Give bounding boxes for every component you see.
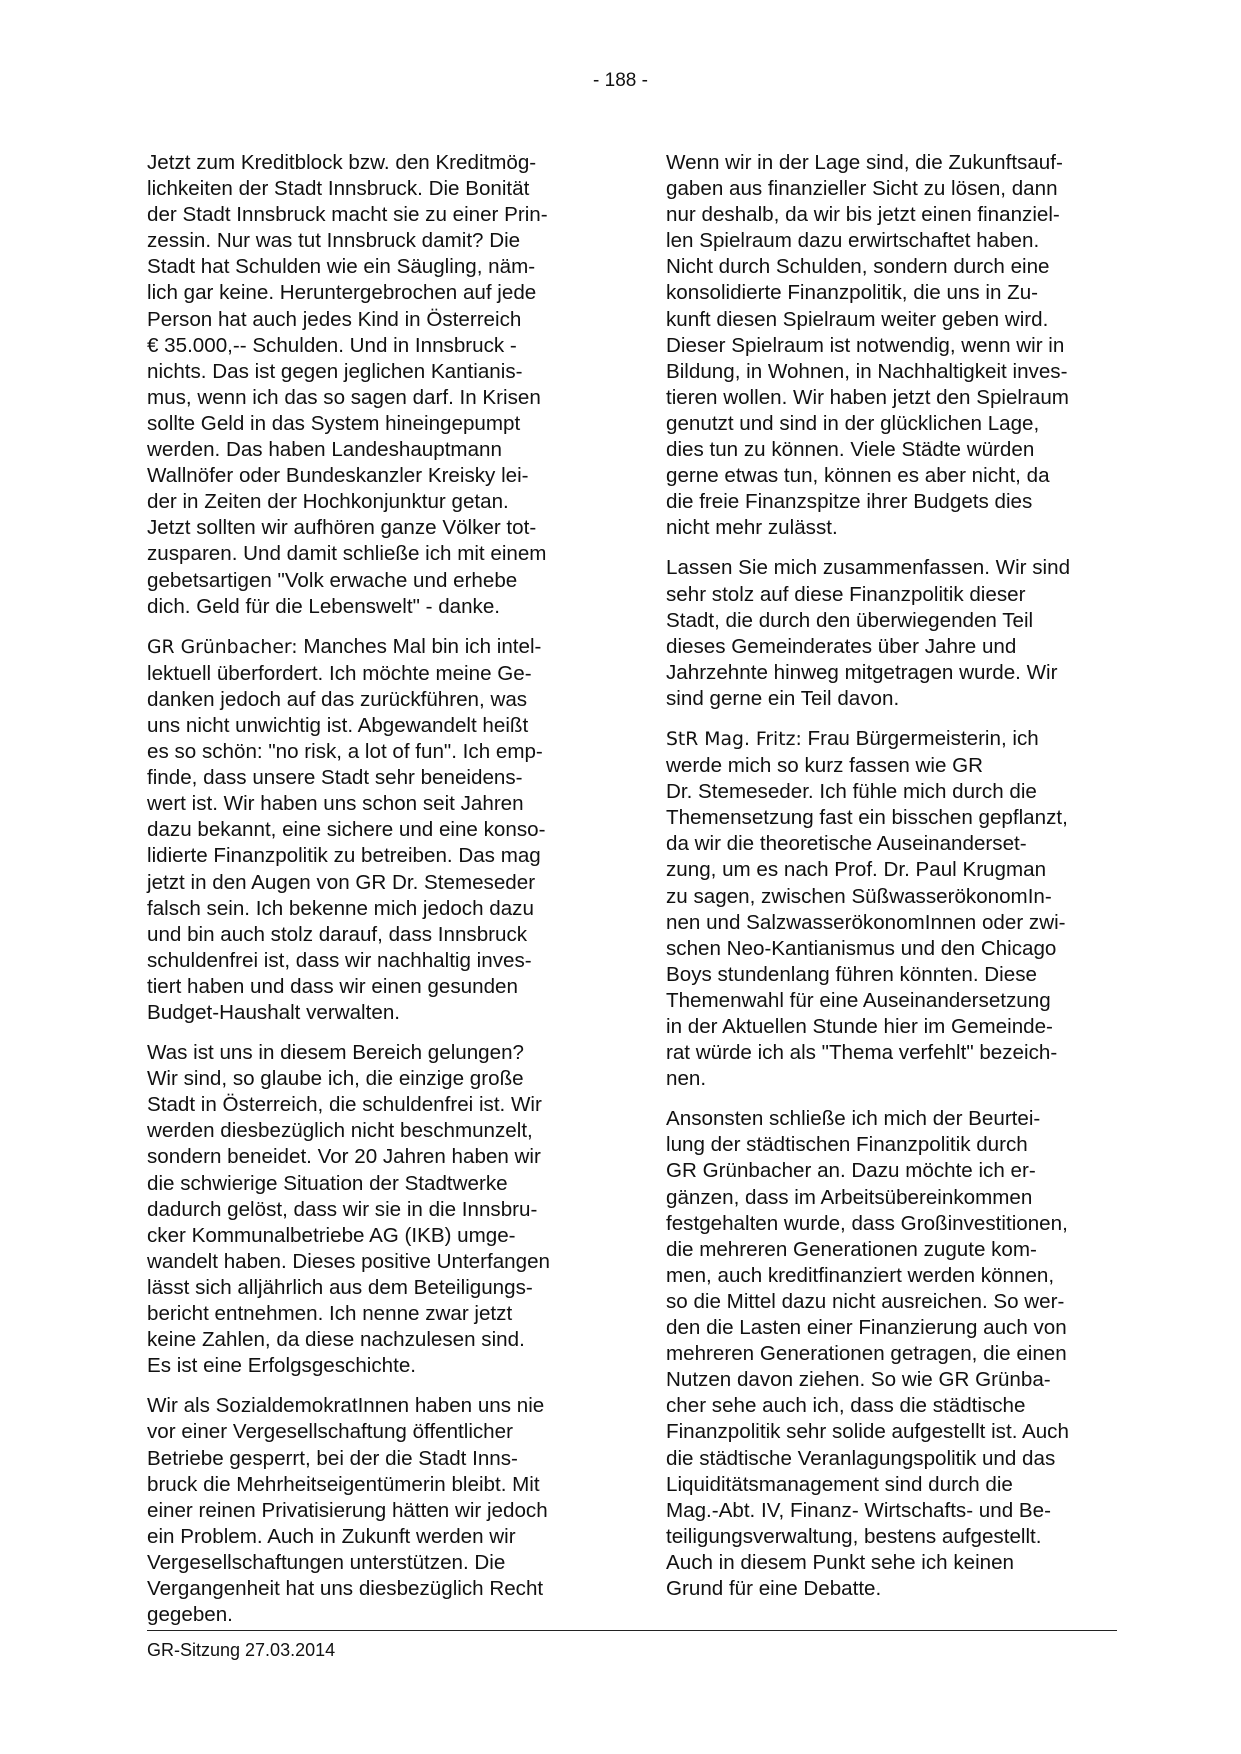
text-line: in der Aktuellen Stunde hier im Gemeinde- (666, 1015, 1053, 1038)
text-line: sollte Geld in das System hineingepumpt (147, 411, 521, 435)
text-line: Stadt in Österreich, die schuldenfrei ist. Wir (147, 1093, 542, 1117)
text-line: den die Lasten einer Finanzierung auch von (666, 1316, 1067, 1340)
text-line: festgehalten wurde, dass Großinvestitionen, (666, 1211, 1068, 1235)
text-line: lung der städtischen Finanzpolitik durch (666, 1133, 1028, 1157)
text-line: Vergesellschaftungen unterstützen. Die (147, 1550, 506, 1574)
text-line: Nicht durch Schulden, sondern durch eine (666, 255, 1050, 279)
text-line: der Stadt Innsbruck macht sie zu einer Prin- (147, 203, 548, 227)
text-line: gebetsartigen "Volk erwache und erhebe (147, 568, 518, 592)
text-line: lidierte Finanzpolitik zu betreiben. Das mag (147, 844, 541, 868)
text-line: jetzt in den Augen von GR Dr. Stemeseder (147, 870, 536, 894)
paragraph (147, 1393, 597, 1628)
text-line: Wallnöfer oder Bundeskanzler Kreisky lei- (147, 464, 529, 488)
text-line: ein Problem. Auch in Zukunft werden wir (147, 1524, 516, 1548)
text-line: keine Zahlen, da diese nachzulesen sind. (147, 1328, 525, 1352)
text-line: Themenwahl für eine Auseinandersetzung (666, 988, 1051, 1012)
text-line: Es ist eine Erfolgsgeschichte. (147, 1354, 416, 1378)
text-line: finde, dass unsere Stadt sehr beneidens- (147, 766, 523, 790)
text-line: cker Kommunalbetriebe AG (IKB) umge- (147, 1223, 516, 1247)
text-line: teiligungsverwaltung, bestens aufgestellt. (666, 1524, 1042, 1548)
text-line: zessin. Nur was tut Innsbruck damit? Die (147, 229, 521, 253)
text-line: nur deshalb, da wir bis jetzt einen finanziel- (666, 203, 1060, 227)
paragraph (147, 1040, 597, 1379)
text-line: Was ist uns in diesem Bereich gelungen? (147, 1041, 524, 1065)
text-line: sind gerne ein Teil davon. (666, 686, 900, 710)
text-line: werden. Das haben Landeshauptmann (147, 438, 502, 462)
paragraph (666, 726, 1116, 1092)
text-line: lich gar keine. Heruntergebrochen auf jede (147, 281, 537, 305)
text-line: mus, wenn ich das so sagen darf. In Krisen (147, 385, 541, 409)
text-line: Person hat auch jedes Kind in Österreich (147, 307, 522, 331)
text-line: nen. (666, 1067, 707, 1091)
text-line: Jetzt sollten wir aufhören ganze Völker tot- (147, 516, 537, 540)
footer-session-date: GR-Sitzung 27.03.2014 (147, 1640, 336, 1660)
text-line-rest: Manches Mal bin ich intel- (297, 634, 542, 658)
text-line: vor einer Vergesellschaftung öffentlicher (147, 1420, 513, 1444)
text-line: die mehreren Generationen zugute kom- (666, 1237, 1037, 1261)
text-line: gänzen, dass im Arbeitsübereinkommen (666, 1185, 1033, 1209)
text-line: es so schön: "no risk, a lot of fun". Ich emp- (147, 740, 543, 764)
text-line: gerne etwas tun, können es aber nicht, da (666, 464, 1050, 488)
text-line: konsolidierte Finanzpolitik, die uns in Zu- (666, 281, 1039, 305)
text-line: die schwierige Situation der Stadtwerke (147, 1171, 508, 1195)
text-line: Dieser Spielraum ist notwendig, wenn wir in (666, 333, 1065, 357)
text-line: Wir als SozialdemokratInnen haben uns nie (147, 1394, 545, 1418)
text-line: men, auch kreditfinanziert werden können, (666, 1263, 1055, 1287)
text-line: Boys stundenlang führen könnten. Diese (666, 962, 1037, 986)
text-line: Jetzt zum Kreditblock bzw. den Kreditmög- (147, 151, 537, 174)
text-line: bericht entnehmen. Ich nenne zwar jetzt (147, 1302, 513, 1326)
text-line (666, 726, 1116, 753)
speaker-name: StR Mag. Fritz: (666, 728, 802, 750)
text-line: die städtische Veranlagungspolitik und das (666, 1446, 1056, 1470)
text-line: da wir die theoretische Auseinanderset- (666, 832, 1027, 856)
text-line: GR Grünbacher an. Dazu möchte ich er- (666, 1159, 1036, 1183)
text-line: schen Neo-Kantianismus und den Chicago (666, 936, 1057, 960)
text-line: zu sagen, zwischen SüßwasserökonomIn- (666, 884, 1052, 908)
text-line-rest: Frau Bürgermeisterin, ich (801, 726, 1039, 750)
text-line: Nutzen davon ziehen. So wie GR Grünba- (666, 1368, 1051, 1392)
text-line: sondern beneidet. Vor 20 Jahren haben wir (147, 1145, 541, 1169)
text-line: lektuell überfordert. Ich möchte meine Ge- (147, 661, 532, 685)
text-line: Finanzpolitik sehr solide aufgestellt ist. Auch (666, 1420, 1069, 1444)
footer-divider (147, 1630, 1117, 1631)
text-line: Wir sind, so glaube ich, die einzige große (147, 1067, 524, 1091)
text-line: danken jedoch auf das zurückführen, was (147, 687, 528, 711)
text-line: gegeben. (147, 1603, 233, 1627)
text-line: zung, um es nach Prof. Dr. Paul Krugman (666, 858, 1047, 882)
text-line: der in Zeiten der Hochkonjunktur getan. (147, 490, 509, 514)
text-line: nicht mehr zulässt. (666, 516, 838, 540)
text-line: mehreren Generationen getragen, die einen (666, 1342, 1067, 1366)
paragraph (666, 150, 1116, 541)
text-line: wert ist. Wir haben uns schon seit Jahren (147, 792, 524, 816)
text-line: dich. Geld für die Lebenswelt" - danke. (147, 594, 501, 618)
text-line: gaben aus finanzieller Sicht zu lösen, dann (666, 177, 1058, 201)
text-line: werde mich so kurz fassen wie GR (666, 754, 984, 778)
speaker-name: GR Grünbacher: (147, 636, 298, 658)
text-line: tiert haben und dass wir einen gesunden (147, 974, 518, 998)
text-line: Jahrzehnte hinweg mitgetragen wurde. Wir (666, 660, 1058, 684)
paragraph (666, 1106, 1116, 1602)
text-line: lässt sich alljährlich aus dem Beteiligungs- (147, 1275, 533, 1299)
text-line: bruck die Mehrheitseigentümerin bleibt. Mit (147, 1472, 540, 1496)
text-line: Lassen Sie mich zusammenfassen. Wir sind (666, 556, 1071, 580)
text-line: Stadt, die durch den überwiegenden Teil (666, 608, 1034, 632)
text-line: nen und SalzwasserökonomInnen oder zwi- (666, 910, 1066, 934)
text-line: genutzt und sind in der glücklichen Lage, (666, 411, 1040, 435)
text-line: einer reinen Privatisierung hätten wir jedoch (147, 1498, 548, 1522)
text-line: Budget-Haushalt verwalten. (147, 1001, 400, 1024)
text-line: dazu bekannt, eine sichere und eine konso- (147, 818, 546, 842)
right-column (666, 150, 1116, 1616)
text-line (147, 634, 597, 661)
text-line: rat würde ich als "Thema verfehlt" bezeich- (666, 1041, 1058, 1065)
text-line: werden diesbezüglich nicht beschmunzelt, (147, 1119, 533, 1143)
paragraph (666, 555, 1116, 712)
text-line: wandelt haben. Dieses positive Unterfangen (147, 1249, 550, 1273)
text-line: Mag.-Abt. IV, Finanz- Wirtschafts- und Be- (666, 1498, 1051, 1522)
text-line: len Spielraum dazu erwirtschaftet haben. (666, 229, 1040, 253)
text-line: dieses Gemeinderates über Jahre und (666, 634, 1017, 658)
text-line: Themensetzung fast ein bisschen gepflanzt, (666, 806, 1068, 830)
text-line: Ansonsten schließe ich mich der Beurtei- (666, 1107, 1041, 1131)
text-line: schuldenfrei ist, dass wir nachhaltig inves- (147, 948, 532, 972)
left-column (147, 150, 597, 1642)
paragraph (147, 150, 597, 620)
text-line: Wenn wir in der Lage sind, die Zukunftsauf- (666, 151, 1063, 174)
text-line: kunft diesen Spielraum weiter geben wird. (666, 307, 1049, 331)
text-line: Liquiditätsmanagement sind durch die (666, 1472, 1013, 1496)
text-line: uns nicht unwichtig ist. Abgewandelt heißt (147, 713, 529, 737)
text-line: lichkeiten der Stadt Innsbruck. Die Bonität (147, 177, 530, 201)
text-line: Dr. Stemeseder. Ich fühle mich durch die (666, 780, 1037, 804)
text-line: Bildung, in Wohnen, in Nachhaltigkeit inves- (666, 359, 1068, 383)
text-line: Betriebe gesperrt, bei der die Stadt Inns- (147, 1446, 518, 1470)
text-line: tieren wollen. Wir haben jetzt den Spielraum (666, 385, 1069, 409)
text-line: dadurch gelöst, dass wir sie in die Innsbru- (147, 1197, 538, 1221)
text-line: Vergangenheit hat uns diesbezüglich Recht (147, 1576, 544, 1600)
text-line: die freie Finanzspitze ihrer Budgets dies (666, 490, 1033, 514)
text-line: Grund für eine Debatte. (666, 1576, 882, 1600)
text-line: so die Mittel dazu nicht ausreichen. So wer- (666, 1289, 1065, 1313)
text-line: nichts. Das ist gegen jeglichen Kantianis- (147, 359, 523, 383)
text-line: € 35.000,-- Schulden. Und in Innsbruck - (147, 333, 517, 357)
text-line: dies tun zu können. Viele Städte würden (666, 438, 1035, 462)
text-line: Auch in diesem Punkt sehe ich keinen (666, 1550, 1015, 1574)
text-line: und bin auch stolz darauf, dass Innsbruck (147, 922, 528, 946)
text-line: zusparen. Und damit schließe ich mit einem (147, 542, 547, 566)
paragraph (147, 634, 597, 1026)
text-line: falsch sein. Ich bekenne mich jedoch dazu (147, 896, 534, 920)
text-line: sehr stolz auf diese Finanzpolitik dieser (666, 582, 1026, 606)
text-line: cher sehe auch ich, dass die städtische (666, 1394, 1026, 1418)
text-line: Stadt hat Schulden wie ein Säugling, näm- (147, 255, 536, 279)
page-number: - 188 - (593, 70, 648, 91)
